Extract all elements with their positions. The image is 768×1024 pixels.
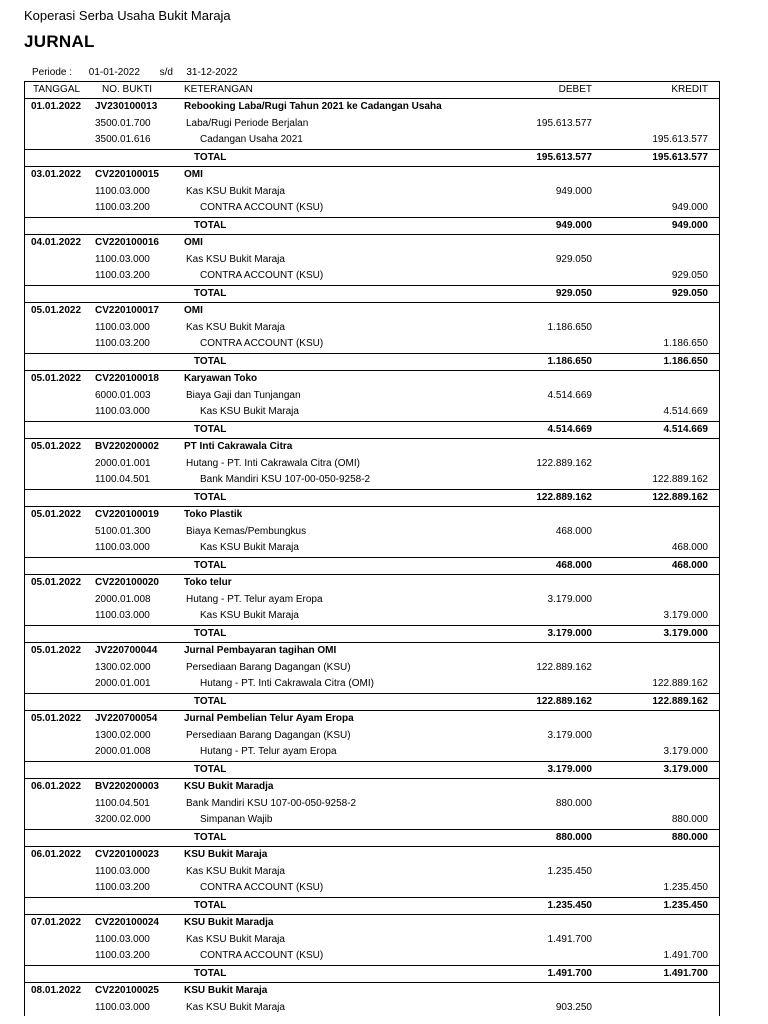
account-description: CONTRA ACCOUNT (KSU) bbox=[200, 202, 324, 213]
entry-date: 05.01.2022 bbox=[31, 645, 82, 656]
account-code: 2000.01.008 bbox=[95, 746, 151, 757]
journal-entry bbox=[24, 439, 720, 507]
entry-total-row bbox=[24, 557, 720, 575]
account-description: Kas KSU Bukit Maraja bbox=[186, 253, 285, 265]
entry-line bbox=[24, 116, 720, 133]
entry-date: 07.01.2022 bbox=[31, 917, 82, 928]
header-credit: KREDIT bbox=[671, 84, 708, 95]
journal-entry bbox=[24, 167, 720, 235]
total-label: TOTAL bbox=[194, 151, 227, 163]
total-debit: 468.000 bbox=[555, 559, 592, 571]
entry-total-row bbox=[24, 693, 720, 711]
credit-amount: 1.235.450 bbox=[663, 882, 708, 893]
account-description: CONTRA ACCOUNT (KSU) bbox=[200, 270, 324, 281]
table-header bbox=[24, 81, 720, 99]
account-code: 1100.04.501 bbox=[95, 474, 150, 485]
entry-line bbox=[24, 796, 720, 813]
entry-voucher-no: BV220200002 bbox=[95, 441, 159, 452]
entry-date: 06.01.2022 bbox=[31, 781, 82, 792]
header-debit: DEBET bbox=[558, 84, 592, 95]
total-credit: 949.000 bbox=[671, 219, 708, 231]
entry-header-row bbox=[24, 983, 720, 1000]
journal-entry bbox=[24, 99, 720, 167]
debit-amount: 4.514.669 bbox=[547, 389, 592, 401]
entry-voucher-no: JV230100013 bbox=[95, 101, 158, 112]
journal-entry bbox=[24, 643, 720, 711]
debit-amount: 122.889.162 bbox=[536, 457, 592, 469]
total-label: TOTAL bbox=[194, 763, 227, 775]
total-debit: 122.889.162 bbox=[536, 695, 592, 707]
account-description: Hutang - PT. Telur ayam Eropa bbox=[200, 746, 337, 757]
entry-line bbox=[24, 540, 720, 557]
header-voucher: NO. BUKTI bbox=[102, 84, 153, 95]
account-description: Kas KSU Bukit Maraja bbox=[200, 406, 299, 417]
entry-voucher-no: CV220100019 bbox=[95, 509, 159, 520]
total-credit: 468.000 bbox=[671, 559, 708, 571]
account-code: 1100.03.000 bbox=[95, 253, 150, 265]
debit-amount: 195.613.577 bbox=[536, 117, 592, 129]
debit-amount: 1.235.450 bbox=[547, 865, 592, 877]
entry-title: Rebooking Laba/Rugi Tahun 2021 ke Cadangan Usaha bbox=[184, 101, 442, 112]
total-credit: 122.889.162 bbox=[652, 695, 708, 707]
account-description: Hutang - PT. Telur ayam Eropa bbox=[186, 593, 323, 605]
entry-voucher-no: BV220200003 bbox=[95, 781, 159, 792]
entry-voucher-no: CV220100024 bbox=[95, 917, 159, 928]
credit-amount: 3.179.000 bbox=[663, 610, 708, 621]
entry-total-row bbox=[24, 285, 720, 303]
account-description: CONTRA ACCOUNT (KSU) bbox=[200, 950, 324, 961]
entry-line bbox=[24, 676, 720, 693]
entry-voucher-no: CV220100015 bbox=[95, 169, 159, 180]
debit-amount: 3.179.000 bbox=[547, 729, 592, 741]
entry-header-row bbox=[24, 643, 720, 660]
credit-amount: 3.179.000 bbox=[663, 746, 708, 757]
entry-date: 05.01.2022 bbox=[31, 373, 82, 384]
account-code: 1100.03.200 bbox=[95, 202, 150, 213]
total-debit: 1.235.450 bbox=[547, 899, 592, 911]
journal-entry bbox=[24, 507, 720, 575]
entry-line bbox=[24, 184, 720, 201]
account-description: Persediaan Barang Dagangan (KSU) bbox=[186, 729, 351, 741]
entry-title: Jurnal Pembelian Telur Ayam Eropa bbox=[184, 713, 354, 724]
entry-header-row bbox=[24, 167, 720, 184]
entry-line bbox=[24, 592, 720, 609]
total-debit: 195.613.577 bbox=[536, 151, 592, 163]
entry-title: OMI bbox=[184, 169, 203, 180]
total-debit: 880.000 bbox=[555, 831, 592, 843]
credit-amount: 195.613.577 bbox=[652, 134, 708, 145]
credit-amount: 122.889.162 bbox=[652, 678, 708, 689]
entry-total-row bbox=[24, 625, 720, 643]
debit-amount: 1.186.650 bbox=[547, 321, 592, 333]
entry-title: PT Inti Cakrawala Citra bbox=[184, 441, 293, 452]
entry-header-row bbox=[24, 575, 720, 592]
total-credit: 1.491.700 bbox=[663, 967, 708, 979]
total-label: TOTAL bbox=[194, 967, 227, 979]
entry-line bbox=[24, 880, 720, 897]
account-code: 6000.01.003 bbox=[95, 389, 151, 401]
total-debit: 929.050 bbox=[555, 287, 592, 299]
account-code: 1100.03.200 bbox=[95, 338, 150, 349]
credit-amount: 1.491.700 bbox=[663, 950, 708, 961]
account-code: 3200.02.000 bbox=[95, 814, 151, 825]
credit-amount: 949.000 bbox=[671, 202, 708, 213]
entry-line bbox=[24, 864, 720, 881]
entry-title: KSU Bukit Maradja bbox=[184, 917, 274, 928]
entry-total-row bbox=[24, 965, 720, 983]
entry-title: Karyawan Toko bbox=[184, 373, 258, 384]
entry-line bbox=[24, 336, 720, 353]
period-separator: s/d bbox=[159, 67, 173, 78]
entry-line bbox=[24, 388, 720, 405]
entry-date: 08.01.2022 bbox=[31, 985, 82, 996]
total-debit: 1.491.700 bbox=[547, 967, 592, 979]
entry-voucher-no: JV220700044 bbox=[95, 645, 158, 656]
account-description: Bank Mandiri KSU 107-00-050-9258-2 bbox=[200, 474, 371, 485]
total-label: TOTAL bbox=[194, 219, 227, 231]
account-code: 1100.03.200 bbox=[95, 882, 150, 893]
entry-header-row bbox=[24, 303, 720, 320]
entry-header-row bbox=[24, 779, 720, 796]
entry-title: OMI bbox=[184, 305, 203, 316]
account-code: 2000.01.008 bbox=[95, 593, 151, 605]
debit-amount: 122.889.162 bbox=[536, 661, 592, 673]
credit-amount: 4.514.669 bbox=[663, 406, 708, 417]
account-description: Persediaan Barang Dagangan (KSU) bbox=[186, 661, 351, 673]
period-from: 01-01-2022 bbox=[88, 67, 140, 78]
credit-amount: 122.889.162 bbox=[652, 474, 708, 485]
total-credit: 1.235.450 bbox=[663, 899, 708, 911]
entry-header-row bbox=[24, 711, 720, 728]
entry-line bbox=[24, 1000, 720, 1017]
account-code: 5100.01.300 bbox=[95, 525, 151, 537]
entry-line bbox=[24, 456, 720, 473]
credit-amount: 929.050 bbox=[671, 270, 708, 281]
debit-amount: 903.250 bbox=[555, 1001, 592, 1013]
entry-header-row bbox=[24, 235, 720, 252]
entry-title: Jurnal Pembayaran tagihan OMI bbox=[184, 645, 337, 656]
account-description: CONTRA ACCOUNT (KSU) bbox=[200, 882, 324, 893]
total-label: TOTAL bbox=[194, 627, 227, 639]
entry-total-row bbox=[24, 421, 720, 439]
entry-header-row bbox=[24, 439, 720, 456]
total-debit: 3.179.000 bbox=[547, 627, 592, 639]
account-description: Cadangan Usaha 2021 bbox=[200, 134, 303, 145]
journal-entry bbox=[24, 303, 720, 371]
total-label: TOTAL bbox=[194, 355, 227, 367]
account-description: Hutang - PT. Inti Cakrawala Citra (OMI) bbox=[186, 457, 360, 469]
entry-total-row bbox=[24, 761, 720, 779]
total-label: TOTAL bbox=[194, 287, 227, 299]
entry-line bbox=[24, 744, 720, 761]
entry-line bbox=[24, 252, 720, 269]
account-description: Kas KSU Bukit Maraja bbox=[186, 321, 285, 333]
total-label: TOTAL bbox=[194, 559, 227, 571]
journal-entry bbox=[24, 711, 720, 779]
account-description: Kas KSU Bukit Maraja bbox=[186, 1001, 285, 1013]
entry-date: 05.01.2022 bbox=[31, 441, 82, 452]
entry-date: 05.01.2022 bbox=[31, 577, 82, 588]
total-credit: 929.050 bbox=[671, 287, 708, 299]
period-to: 31-12-2022 bbox=[186, 67, 238, 78]
entry-total-row bbox=[24, 217, 720, 235]
entry-title: OMI bbox=[184, 237, 203, 248]
journal-entry bbox=[24, 779, 720, 847]
total-label: TOTAL bbox=[194, 831, 227, 843]
entry-total-row bbox=[24, 353, 720, 371]
account-description: Simpanan Wajib bbox=[200, 814, 273, 825]
account-description: Hutang - PT. Inti Cakrawala Citra (OMI) bbox=[200, 678, 374, 689]
entry-line bbox=[24, 728, 720, 745]
total-credit: 4.514.669 bbox=[663, 423, 708, 435]
account-description: Kas KSU Bukit Maraja bbox=[186, 865, 285, 877]
account-code: 1100.04.501 bbox=[95, 797, 150, 809]
header-date: TANGGAL bbox=[33, 84, 81, 95]
journal-entries bbox=[24, 99, 720, 1016]
entry-title: KSU Bukit Maradja bbox=[184, 781, 274, 792]
entry-date: 05.01.2022 bbox=[31, 713, 82, 724]
entry-total-row bbox=[24, 149, 720, 167]
account-code: 1300.02.000 bbox=[95, 661, 151, 673]
account-code: 1100.03.000 bbox=[95, 1001, 150, 1013]
entry-voucher-no: CV220100020 bbox=[95, 577, 159, 588]
journal-entry bbox=[24, 915, 720, 983]
entry-line bbox=[24, 948, 720, 965]
journal-entry bbox=[24, 235, 720, 303]
account-description: Kas KSU Bukit Maraja bbox=[186, 933, 285, 945]
account-code: 1100.03.200 bbox=[95, 950, 150, 961]
document-title: JURNAL bbox=[24, 32, 95, 51]
total-label: TOTAL bbox=[194, 899, 227, 911]
entry-voucher-no: CV220100018 bbox=[95, 373, 159, 384]
journal-entry bbox=[24, 371, 720, 439]
entry-line bbox=[24, 268, 720, 285]
account-code: 2000.01.001 bbox=[95, 457, 151, 469]
account-code: 1100.03.000 bbox=[95, 321, 150, 333]
account-code: 1100.03.200 bbox=[95, 270, 150, 281]
entry-total-row bbox=[24, 489, 720, 507]
entry-date: 03.01.2022 bbox=[31, 169, 82, 180]
total-debit: 122.889.162 bbox=[536, 491, 592, 503]
entry-title: KSU Bukit Maraja bbox=[184, 849, 268, 860]
entry-date: 05.01.2022 bbox=[31, 509, 82, 520]
account-code: 1100.03.000 bbox=[95, 542, 150, 553]
account-code: 1100.03.000 bbox=[95, 933, 150, 945]
total-debit: 4.514.669 bbox=[547, 423, 592, 435]
total-credit: 3.179.000 bbox=[663, 627, 708, 639]
account-description: Bank Mandiri KSU 107-00-050-9258-2 bbox=[186, 797, 357, 809]
debit-amount: 880.000 bbox=[555, 797, 592, 809]
total-credit: 195.613.577 bbox=[652, 151, 708, 163]
account-description: Laba/Rugi Periode Berjalan bbox=[186, 117, 309, 129]
entry-line bbox=[24, 200, 720, 217]
entry-line bbox=[24, 404, 720, 421]
entry-date: 06.01.2022 bbox=[31, 849, 82, 860]
account-description: Kas KSU Bukit Maraja bbox=[200, 542, 299, 553]
account-description: Biaya Gaji dan Tunjangan bbox=[186, 389, 301, 401]
entry-header-row bbox=[24, 915, 720, 932]
period-range bbox=[32, 67, 238, 78]
entry-line bbox=[24, 660, 720, 677]
entry-header-row bbox=[24, 847, 720, 864]
entry-title: Toko Plastik bbox=[184, 509, 243, 520]
entry-header-row bbox=[24, 371, 720, 388]
account-code: 1100.03.000 bbox=[95, 865, 150, 877]
account-description: Biaya Kemas/Pembungkus bbox=[186, 525, 307, 537]
debit-amount: 949.000 bbox=[555, 185, 592, 197]
total-debit: 949.000 bbox=[555, 219, 592, 231]
account-description: CONTRA ACCOUNT (KSU) bbox=[200, 338, 324, 349]
period-label: Periode : bbox=[32, 67, 73, 78]
header-description: KETERANGAN bbox=[184, 84, 253, 95]
account-code: 1100.03.000 bbox=[95, 406, 150, 417]
total-credit: 880.000 bbox=[671, 831, 708, 843]
total-label: TOTAL bbox=[194, 491, 227, 503]
entry-title: KSU Bukit Maraja bbox=[184, 985, 268, 996]
total-credit: 3.179.000 bbox=[663, 763, 708, 775]
debit-amount: 3.179.000 bbox=[547, 593, 592, 605]
entry-title: Toko telur bbox=[184, 577, 232, 588]
entry-line bbox=[24, 524, 720, 541]
entry-line bbox=[24, 932, 720, 949]
entry-line bbox=[24, 472, 720, 489]
entry-date: 04.01.2022 bbox=[31, 237, 82, 248]
company-name: Koperasi Serba Usaha Bukit Maraja bbox=[24, 8, 231, 23]
credit-amount: 468.000 bbox=[671, 542, 708, 553]
account-description: Kas KSU Bukit Maraja bbox=[200, 610, 299, 621]
entry-header-row bbox=[24, 99, 720, 116]
credit-amount: 880.000 bbox=[671, 814, 708, 825]
credit-amount: 1.186.650 bbox=[663, 338, 708, 349]
debit-amount: 929.050 bbox=[555, 253, 592, 265]
total-debit: 3.179.000 bbox=[547, 763, 592, 775]
entry-total-row bbox=[24, 897, 720, 915]
entry-voucher-no: CV220100017 bbox=[95, 305, 159, 316]
debit-amount: 1.491.700 bbox=[547, 933, 592, 945]
account-code: 3500.01.616 bbox=[95, 134, 151, 145]
account-code: 1100.03.000 bbox=[95, 610, 150, 621]
total-label: TOTAL bbox=[194, 423, 227, 435]
account-code: 3500.01.700 bbox=[95, 117, 151, 129]
account-code: 2000.01.001 bbox=[95, 678, 151, 689]
journal-entry bbox=[24, 575, 720, 643]
entry-line bbox=[24, 320, 720, 337]
entry-date: 05.01.2022 bbox=[31, 305, 82, 316]
entry-voucher-no: CV220100025 bbox=[95, 985, 159, 996]
account-code: 1100.03.000 bbox=[95, 185, 150, 197]
entry-line bbox=[24, 812, 720, 829]
entry-voucher-no: CV220100023 bbox=[95, 849, 159, 860]
entry-voucher-no: CV220100016 bbox=[95, 237, 159, 248]
total-credit: 1.186.650 bbox=[663, 355, 708, 367]
journal-entry bbox=[24, 847, 720, 915]
journal-entry bbox=[24, 983, 720, 1016]
account-code: 1300.02.000 bbox=[95, 729, 151, 741]
entry-total-row bbox=[24, 829, 720, 847]
entry-voucher-no: JV220700054 bbox=[95, 713, 158, 724]
entry-line bbox=[24, 132, 720, 149]
entry-header-row bbox=[24, 507, 720, 524]
account-description: Kas KSU Bukit Maraja bbox=[186, 185, 285, 197]
entry-date: 01.01.2022 bbox=[31, 101, 82, 112]
total-debit: 1.186.650 bbox=[547, 355, 592, 367]
journal-table bbox=[24, 81, 720, 1016]
total-credit: 122.889.162 bbox=[652, 491, 708, 503]
debit-amount: 468.000 bbox=[555, 525, 592, 537]
total-label: TOTAL bbox=[194, 695, 227, 707]
entry-line bbox=[24, 608, 720, 625]
